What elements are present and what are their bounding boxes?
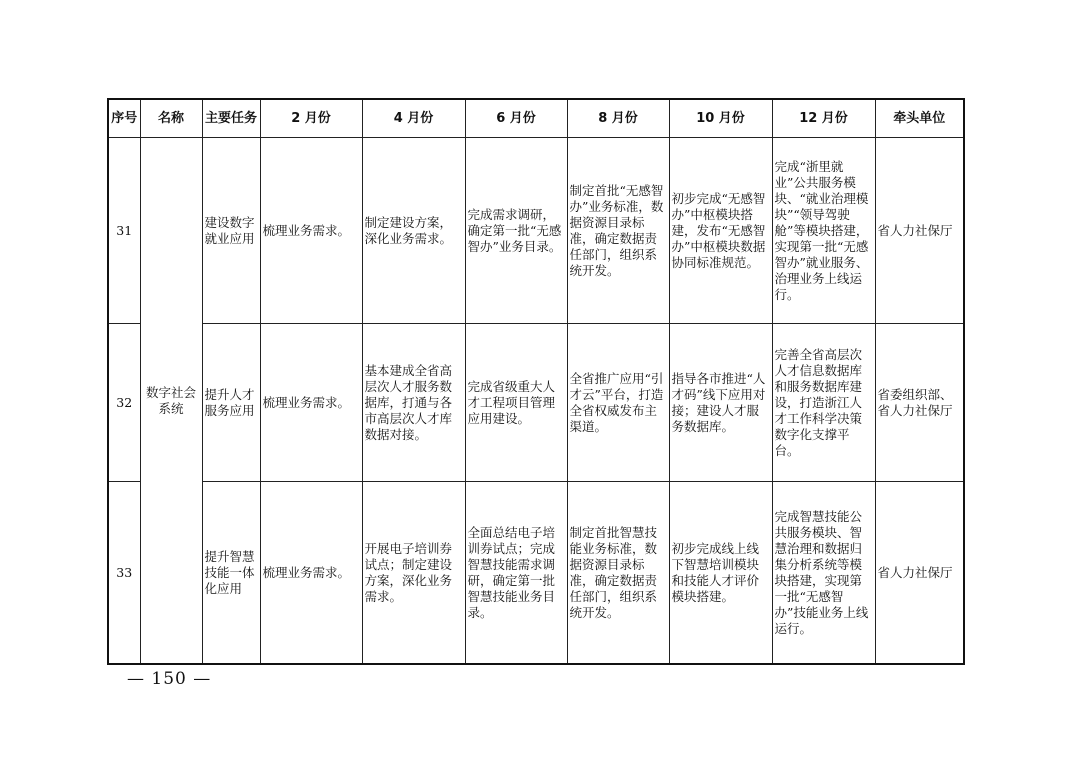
schedule-table (107, 98, 965, 665)
row-feb: 梳理业务需求。 (260, 324, 362, 482)
row-apr: 制定建设方案，深化业务需求。 (362, 138, 465, 324)
row-task: 建设数字就业应用 (202, 138, 260, 324)
header-name: 名称 (140, 99, 202, 138)
row-feb: 梳理业务需求。 (260, 138, 362, 324)
row-jun: 完成省级重大人才工程项目管理应用建设。 (465, 324, 567, 482)
row-feb: 梳理业务需求。 (260, 482, 362, 665)
row-dec: 完成“浙里就业”公共服务模块、“就业治理模块”“领导驾驶舱”等模块搭建，实现第一批“无感智办”就业服务、治理业务上线运行。 (772, 138, 875, 324)
header-feb: 2 月份 (260, 99, 362, 138)
header-task: 主要任务 (202, 99, 260, 138)
row-task: 提升人才服务应用 (202, 324, 260, 482)
row-task: 提升智慧技能一体化应用 (202, 482, 260, 665)
header-dec: 12 月份 (772, 99, 875, 138)
row-aug: 制定首批智慧技能业务标准，数据资源目录标准，确定数据责任部门，组织系统开发。 (567, 482, 669, 665)
table-row (108, 324, 964, 482)
table-row (108, 138, 964, 324)
row-lead: 省人力社保厅 (875, 482, 964, 665)
header-aug: 8 月份 (567, 99, 669, 138)
row-jun: 完成需求调研，确定第一批“无感智办”业务目录。 (465, 138, 567, 324)
header-oct: 10 月份 (669, 99, 772, 138)
header-jun: 6 月份 (465, 99, 567, 138)
row-lead: 省委组织部、省人力社保厅 (875, 324, 964, 482)
row-lead: 省人力社保厅 (875, 138, 964, 324)
header-seq: 序号 (108, 99, 140, 138)
row-seq: 33 (108, 482, 140, 665)
row-oct: 初步完成线上线下智慧培训模块和技能人才评价模块搭建。 (669, 482, 772, 665)
table-row (108, 482, 964, 665)
system-name: 数字社会系统 (140, 138, 202, 665)
row-oct: 指导各市推进“人才码”线下应用对接；建设人才服务数据库。 (669, 324, 772, 482)
row-seq: 31 (108, 138, 140, 324)
row-oct: 初步完成“无感智办”中枢模块搭建，发布“无感智办”中枢模块数据协同标准规范。 (669, 138, 772, 324)
row-jun: 全面总结电子培训券试点；完成智慧技能需求调研，确定第一批智慧技能业务目录。 (465, 482, 567, 665)
row-aug: 制定首批“无感智办”业务标准，数据资源目录标准，确定数据责任部门，组织系统开发。 (567, 138, 669, 324)
row-apr: 基本建成全省高层次人才服务数据库，打通与各市高层次人才库数据对接。 (362, 324, 465, 482)
header-row (108, 99, 964, 138)
row-apr: 开展电子培训券试点；制定建设方案，深化业务需求。 (362, 482, 465, 665)
page-number: — 150 — (127, 669, 212, 689)
header-lead: 牵头单位 (875, 99, 964, 138)
row-dec: 完善全省高层次人才信息数据库和服务数据库建设，打造浙江人才工作科学决策数字化支撑平台。 (772, 324, 875, 482)
row-seq: 32 (108, 324, 140, 482)
header-apr: 4 月份 (362, 99, 465, 138)
row-dec: 完成智慧技能公共服务模块、智慧治理和数据归集分析系统等模块搭建，实现第一批“无感智办”技能业务上线运行。 (772, 482, 875, 665)
row-aug: 全省推广应用“引才云”平台，打造全省权威发布主渠道。 (567, 324, 669, 482)
